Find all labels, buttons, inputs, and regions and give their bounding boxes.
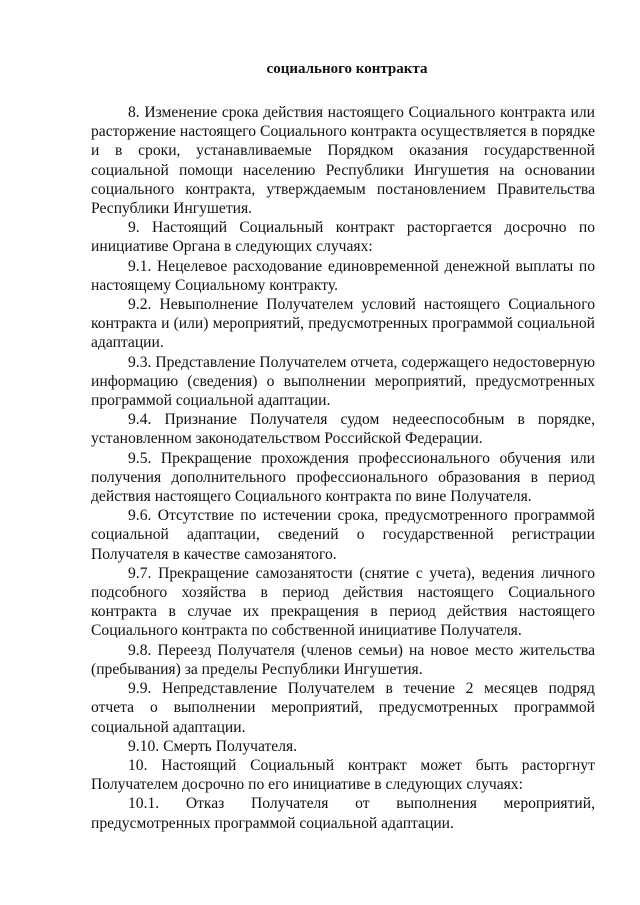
paragraph-8: 8. Изменение срока действия настоящего Социального контракта или расторжение настоящего Социального контракта осуществляется в порядке и в сроки, устанавливаемые Порядком оказания государственной социальной помощи населению Республики Ингушетия на основании социального контракта, утверждаемым постановлением Правительства Республики Ингушетия. xyxy=(91,104,595,218)
paragraph-10-1: 10.1. Отказ Получателя от выполнения мероприятий, предусмотренных программой социальной адаптации. xyxy=(91,795,595,832)
paragraph-9-8: 9.8. Переезд Получателя (членов семьи) на новое место жительства (пребывания) за пределы Республики Ингушетия. xyxy=(91,641,595,678)
paragraph-9-2: 9.2. Невыполнение Получателем условий настоящего Социального контракта и (или) мероприятий, предусмотренных программой социальной адаптации. xyxy=(91,296,595,352)
paragraph-9-1: 9.1. Нецелевое расходование единовременной денежной выплаты по настоящему Социальному контракту. xyxy=(91,257,595,294)
paragraph-9: 9. Настоящий Социальный контракт расторгается досрочно по инициативе Органа в следующих случаях: xyxy=(91,219,595,256)
paragraph-9-7: 9.7. Прекращение самозанятости (снятие с учета), ведения личного подсобного хозяйства в период действия настоящего Социального контракта в случае их прекращения в период действия настоящего Социального контракта по собственной инициативе Получателя. xyxy=(91,564,595,640)
paragraph-9-4: 9.4. Признание Получателя судом недееспособным в порядке, установленном законодательством Российской Федерации. xyxy=(91,411,595,448)
paragraph-9-5: 9.5. Прекращение прохождения профессионального обучения или получения дополнительного профессионального образования в период действия настоящего Социального контракта по вине Получателя. xyxy=(91,449,595,506)
paragraph-9-3: 9.3. Представление Получателем отчета, содержащего недостоверную информацию (сведения) о выполнении мероприятий, предусмотренных программой социальной адаптации. xyxy=(91,353,595,410)
paragraph-9-10: 9.10. Смерть Получателя. xyxy=(128,737,298,755)
paragraph-9-6: 9.6. Отсутствие по истечении срока, предусмотренного программой социальной адаптации, сведений о государственной регистрации Получателя в качестве самозанятого. xyxy=(91,507,595,563)
paragraph-10: 10. Настоящий Социальный контракт может быть расторгнут Получателем досрочно по его инициативе в следующих случаях: xyxy=(91,756,595,794)
document-title: социального контракта xyxy=(266,61,428,77)
paragraph-9-9: 9.9. Непредставление Получателем в течение 2 месяцев подряд отчета о выполнении мероприятий, предусмотренных программой социальной адаптации. xyxy=(91,680,595,736)
